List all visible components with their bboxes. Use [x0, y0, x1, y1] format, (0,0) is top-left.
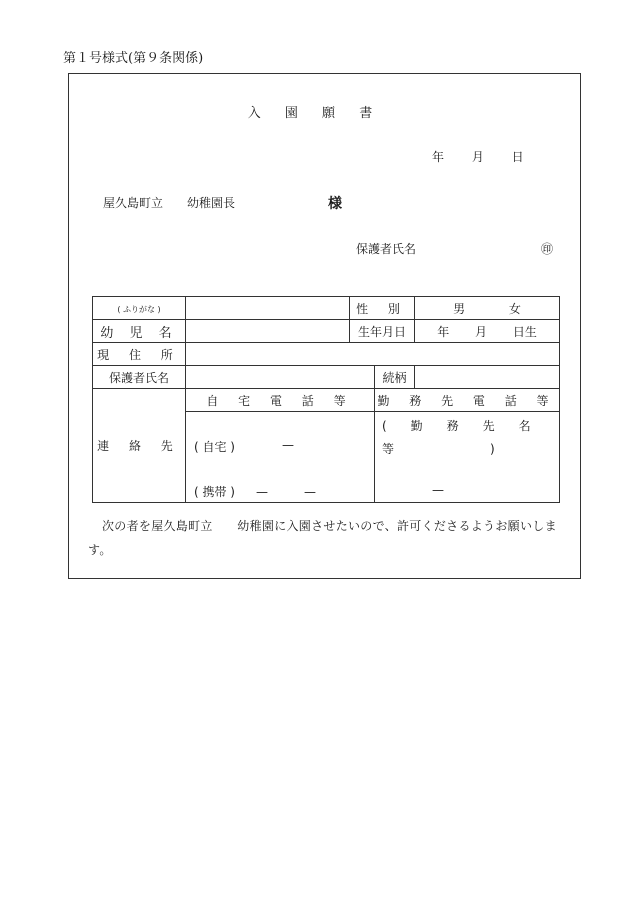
child-name-field[interactable] — [186, 320, 350, 343]
home-phone-header-cell — [186, 389, 375, 412]
home-dash: — — [282, 438, 294, 452]
request-statement: 次の者を屋久島町立 幼稚園に入園させたいので、許可くださるようお願いします。 — [88, 519, 557, 557]
work-dash: — — [432, 483, 444, 497]
home-phone-header: 自 宅 電 話 等 — [206, 393, 354, 408]
birth-date-label: 生年月日 — [358, 324, 407, 339]
address-field[interactable] — [186, 343, 560, 366]
mobile-dashes: — — — [256, 485, 317, 499]
furigana-label-cell — [93, 297, 186, 320]
application-table — [92, 296, 560, 503]
contact-label: 連 絡 先 — [97, 439, 181, 453]
seal-mark: ㊞ — [541, 242, 554, 256]
child-name-label-cell — [93, 320, 186, 343]
relationship-label-cell — [375, 366, 415, 389]
gender-label-cell — [350, 297, 415, 320]
work-phone-field[interactable] — [375, 412, 560, 503]
gender-field[interactable] — [415, 297, 560, 320]
work-name-line2: 等 ) — [382, 442, 495, 456]
furigana-label: ( ふりがな ) — [117, 305, 161, 314]
relationship-field[interactable] — [415, 366, 560, 389]
work-phone-header: 勤 務 先 電 話 等 — [377, 393, 557, 408]
application-date: 年 月 日 — [432, 150, 524, 164]
honorific: 様 — [328, 196, 342, 212]
work-name-line1: ( 勤 務 先 名 — [382, 419, 531, 433]
furigana-field[interactable] — [186, 297, 350, 320]
birth-date-field[interactable] — [415, 320, 560, 343]
address-label-cell — [93, 343, 186, 366]
contact-label-cell — [93, 389, 186, 503]
birth-date-format: 年 月 日生 — [437, 324, 537, 339]
gender-label: 性 別 — [356, 301, 408, 316]
home-prefix: ( 自宅 ) — [194, 440, 235, 454]
gender-options: 男 女 — [453, 301, 521, 316]
home-phone-field[interactable] — [186, 412, 375, 503]
guardian-name-label: 保護者氏名 — [108, 370, 169, 385]
address-label: 現 住 所 — [97, 347, 181, 362]
form-title: 入 園 願 書 — [247, 106, 383, 121]
form-number-label: 第１号様式(第９条関係) — [63, 51, 204, 66]
mobile-prefix: ( 携帯 ) — [194, 485, 235, 499]
work-phone-header-cell — [375, 389, 560, 412]
birth-date-label-cell — [350, 320, 415, 343]
relationship-label: 続柄 — [382, 370, 407, 385]
guardian-name-label-cell — [93, 366, 186, 389]
addressee: 屋久島町立 幼稚園長 — [103, 196, 236, 210]
child-name-label: 幼 児 名 — [100, 325, 178, 341]
guardian-signature-label: 保護者氏名 — [356, 242, 417, 256]
guardian-name-field[interactable] — [186, 366, 375, 389]
